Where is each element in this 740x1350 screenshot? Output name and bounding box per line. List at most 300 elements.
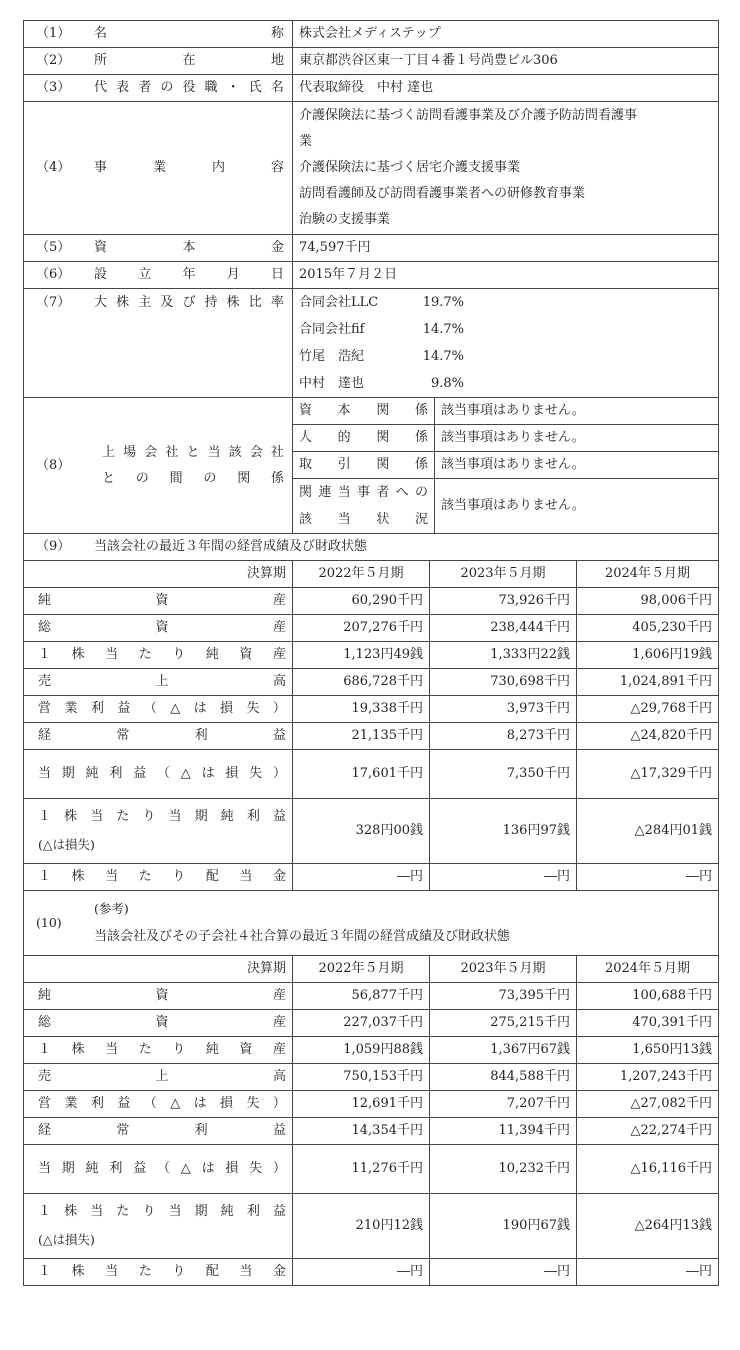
financial-value: 10,232千円 — [430, 1145, 577, 1194]
label-wrap — [30, 21, 286, 47]
label-char: １ — [38, 1042, 52, 1057]
relation-type-label — [299, 425, 428, 451]
label-char: 資 — [155, 1015, 169, 1030]
label-char: 関 — [376, 403, 390, 418]
section9-row — [24, 588, 719, 615]
shareholder — [299, 370, 712, 397]
financial-value: 1,123円49銭 — [293, 642, 430, 669]
label-char: 会 — [249, 444, 263, 460]
label-char: ） — [272, 1096, 286, 1111]
period-header: 2024年５月期 — [577, 956, 719, 983]
shareholder — [299, 316, 712, 343]
label-char: り — [172, 869, 186, 884]
label-char: 損 — [225, 766, 239, 781]
financial-label — [24, 1037, 293, 1064]
financial-label — [24, 983, 293, 1010]
label-char: 会 — [144, 444, 158, 460]
section9-row — [24, 696, 719, 723]
financial-value: 190円67銭 — [430, 1194, 577, 1259]
section10-row — [24, 1091, 719, 1118]
label-char: 設 — [94, 267, 108, 282]
label-text — [94, 21, 286, 47]
label-char: 利 — [246, 809, 260, 824]
period-header: 2024年５月期 — [577, 561, 719, 588]
shareholder-name: 中村 達也 — [299, 376, 365, 391]
label-char: 持 — [204, 295, 218, 310]
label-char: 在 — [182, 53, 196, 68]
label-char: 資 — [155, 620, 169, 635]
label-wrap — [30, 48, 286, 74]
label-char: 係 — [270, 470, 284, 486]
label-char: 経 — [38, 728, 52, 743]
label-char: 株 — [64, 809, 78, 824]
relation-label-line — [102, 440, 284, 466]
label-char: 当 — [105, 869, 119, 884]
label-char: １ — [38, 869, 52, 884]
financial-label — [24, 588, 293, 615]
label-char: １ — [38, 1264, 52, 1279]
label-char: 株 — [71, 869, 85, 884]
financial-label — [24, 1064, 293, 1091]
label-char: 営 — [38, 1096, 52, 1111]
label-char: １ — [38, 647, 52, 662]
financial-value: △24,820千円 — [577, 723, 719, 750]
label-char: 当 — [207, 444, 221, 460]
item-index: （1） — [36, 26, 71, 41]
label-char: （ — [143, 1096, 157, 1111]
section10-row — [24, 983, 719, 1010]
label-char: 利 — [194, 1123, 208, 1138]
financial-value: ―円 — [577, 1259, 719, 1286]
label-char: と — [186, 444, 200, 460]
business-line: 介護保険法に基づく居宅介護支援事業 — [299, 160, 521, 175]
section10-title — [24, 891, 719, 956]
label-text — [94, 75, 286, 101]
financial-value: 210円12銭 — [293, 1194, 430, 1259]
label-char: 株 — [64, 1204, 78, 1219]
financial-label — [24, 1091, 293, 1118]
financial-value: △16,116千円 — [577, 1145, 719, 1194]
label-char: 当 — [168, 809, 182, 824]
label-char: 株 — [71, 647, 85, 662]
financial-label — [24, 1118, 293, 1145]
financial-value: 686,728千円 — [293, 669, 430, 696]
label-char: 職 — [204, 80, 218, 95]
section10-row — [24, 1037, 719, 1064]
label-char: 日 — [270, 267, 284, 282]
company-row — [24, 21, 719, 48]
label-char: 当 — [239, 869, 253, 884]
financial-value: △22,274千円 — [577, 1118, 719, 1145]
shareholder-name: 合同会社LLC — [299, 295, 379, 310]
label-char: 配 — [205, 869, 219, 884]
financial-value: 19,338千円 — [293, 696, 430, 723]
financial-value: △284円01銭 — [577, 799, 719, 864]
label-wrap — [30, 155, 286, 181]
financial-value: 7,350千円 — [430, 750, 577, 799]
financial-label-text — [38, 1156, 286, 1182]
label-char: 況 — [414, 512, 428, 527]
label-char: 産 — [272, 593, 286, 608]
financial-value: 7,207千円 — [430, 1091, 577, 1118]
relation-label-text — [94, 440, 286, 492]
label-char: 売 — [38, 674, 52, 689]
financial-label — [24, 642, 293, 669]
label-char: △ — [170, 1096, 181, 1111]
label-char: 及 — [160, 295, 174, 310]
reference-note: (参考) — [94, 901, 129, 916]
financial-value: 405,230千円 — [577, 615, 719, 642]
label-char: 産 — [272, 1042, 286, 1057]
label-char: 経 — [38, 1123, 52, 1138]
row-value — [293, 102, 719, 235]
period-header-label: 決算期 — [24, 561, 293, 588]
label-char: 高 — [272, 1069, 286, 1084]
relation-type-label — [299, 479, 428, 506]
financial-value: △27,082千円 — [577, 1091, 719, 1118]
label-char: 本 — [337, 403, 351, 418]
financial-label — [24, 1145, 293, 1194]
label-char: 表 — [116, 80, 130, 95]
financial-label — [24, 1010, 293, 1037]
label-char: 上 — [155, 1069, 169, 1084]
label-text — [94, 262, 286, 288]
financial-label-text — [38, 761, 286, 787]
label-char: 社 — [270, 444, 284, 460]
financial-label — [24, 615, 293, 642]
section9-row — [24, 799, 719, 864]
label-char: た — [138, 869, 152, 884]
financial-label-text — [38, 1118, 286, 1144]
label-char: 本 — [182, 240, 196, 255]
label-char: 業 — [152, 160, 166, 175]
label-char: 資 — [155, 988, 169, 1003]
label-char: 益 — [272, 1204, 286, 1219]
row-value — [293, 289, 719, 398]
label-char: 産 — [272, 647, 286, 662]
financial-value: 21,135千円 — [293, 723, 430, 750]
financial-value: △29,768千円 — [577, 696, 719, 723]
label-char: 当 — [38, 1161, 52, 1176]
label-char: 株 — [71, 1042, 85, 1057]
relation-type — [293, 452, 435, 479]
label-char: 該 — [299, 512, 313, 527]
label-char: 産 — [272, 1015, 286, 1030]
label-char: △ — [170, 701, 181, 716]
financial-value: ―円 — [577, 864, 719, 891]
financial-value: 17,601千円 — [293, 750, 430, 799]
label-char: の — [160, 80, 174, 95]
item-index: （2） — [36, 53, 71, 68]
section10-row — [24, 1145, 719, 1194]
title-wrap — [30, 895, 712, 951]
section9-row — [24, 669, 719, 696]
financial-value: △264円13銭 — [577, 1194, 719, 1259]
label-char: 高 — [272, 674, 286, 689]
section9-row — [24, 750, 719, 799]
label-char: ） — [272, 766, 286, 781]
relation-value: 該当事項はありません。 — [435, 479, 719, 534]
label-char: 資 — [94, 240, 108, 255]
label-char: 株 — [116, 295, 130, 310]
financial-value: 238,444千円 — [430, 615, 577, 642]
label-char: ） — [272, 1161, 286, 1176]
label-char: 損 — [225, 1161, 239, 1176]
label-char: 益 — [133, 1161, 147, 1176]
label-char: 当 — [337, 485, 351, 500]
company-overview-table — [23, 20, 719, 1286]
section9-row — [24, 864, 719, 891]
financial-label — [24, 669, 293, 696]
relation-type — [293, 425, 435, 452]
label-char: 上 — [155, 674, 169, 689]
shareholder-name: 合同会社fif — [299, 322, 365, 337]
financial-value: 73,926千円 — [430, 588, 577, 615]
label-char: 期 — [61, 766, 75, 781]
label-char: 純 — [38, 593, 52, 608]
label-char: △ — [180, 1161, 191, 1176]
label-char: 業 — [64, 1096, 78, 1111]
section10-header-row — [24, 956, 719, 983]
label-char: 営 — [38, 701, 52, 716]
row-value: 代表取締役 中村 達也 — [293, 75, 719, 102]
financial-value: 1,333円22銭 — [430, 642, 577, 669]
financial-value: 100,688千円 — [577, 983, 719, 1010]
period-header: 2022年５月期 — [293, 561, 430, 588]
label-wrap — [30, 440, 286, 492]
section10-row — [24, 1064, 719, 1091]
label-char: 役 — [182, 80, 196, 95]
label-char: 関 — [237, 470, 251, 486]
shareholder — [299, 289, 712, 316]
financial-value: ―円 — [430, 864, 577, 891]
financial-label — [24, 799, 293, 864]
row-value: 2015年７月２日 — [293, 262, 719, 289]
row-label — [24, 289, 293, 398]
label-char: 金 — [270, 240, 284, 255]
label-char: 資 — [299, 403, 313, 418]
label-char: ） — [272, 701, 286, 716]
row-label — [24, 75, 293, 102]
section10-row — [24, 1194, 719, 1259]
relation-label-line — [102, 466, 284, 492]
label-char: 益 — [272, 728, 286, 743]
business-line: 業 — [299, 134, 313, 149]
label-char: 的 — [337, 430, 351, 445]
financial-label — [24, 1259, 293, 1286]
label-char: 利 — [109, 766, 123, 781]
label-char: り — [172, 647, 186, 662]
business-line: 介護保険法に基づく訪問看護事業及び介護予防訪問看護事 — [299, 108, 638, 123]
label-char: 配 — [205, 1264, 219, 1279]
label-char: 純 — [205, 1042, 219, 1057]
company-row — [24, 75, 719, 102]
section9-header-row — [24, 561, 719, 588]
label-char: 代 — [94, 80, 108, 95]
label-char: 産 — [272, 988, 286, 1003]
label-char: １ — [38, 809, 52, 824]
financial-label — [24, 1194, 293, 1259]
label-char: １ — [38, 1204, 52, 1219]
period-header: 2023年５月期 — [430, 561, 577, 588]
financial-value: 1,059円88銭 — [293, 1037, 430, 1064]
label-char: 取 — [299, 457, 313, 472]
financial-label — [24, 723, 293, 750]
label-char: 上 — [102, 444, 116, 460]
label-char: 月 — [226, 267, 240, 282]
financial-value: ―円 — [293, 864, 430, 891]
label-char: △ — [180, 766, 191, 781]
item-index: （4） — [36, 160, 71, 175]
financial-value: 12,691千円 — [293, 1091, 430, 1118]
financial-value: △17,329千円 — [577, 750, 719, 799]
label-text — [94, 235, 286, 261]
label-char: 当 — [105, 1042, 119, 1057]
financial-value: 844,588千円 — [430, 1064, 577, 1091]
label-wrap — [30, 289, 286, 316]
business-line: 治験の支援事業 — [299, 212, 391, 227]
label-char: 益 — [117, 701, 131, 716]
label-char: た — [138, 1042, 152, 1057]
label-char: 資 — [239, 1042, 253, 1057]
financial-label-text — [38, 723, 286, 749]
shareholder-ratio: 14.7% — [422, 349, 464, 364]
relation-type-label — [299, 452, 428, 478]
label-char: り — [172, 1042, 186, 1057]
financial-value: 1,606円19銭 — [577, 642, 719, 669]
shareholder-ratio: 19.7% — [422, 295, 464, 310]
label-char: の — [135, 470, 149, 486]
financial-label-note: (△は損失) — [38, 837, 95, 852]
section10-row — [24, 1118, 719, 1145]
section10-row — [24, 1259, 719, 1286]
financial-value: 328円00銭 — [293, 799, 430, 864]
label-wrap — [30, 75, 286, 101]
label-char: た — [138, 647, 152, 662]
label-char: 当 — [38, 766, 52, 781]
label-char: は — [193, 701, 207, 716]
label-char: 者 — [376, 485, 390, 500]
label-char: の — [203, 470, 217, 486]
label-char: 係 — [414, 430, 428, 445]
financial-value: 1,650円13銭 — [577, 1037, 719, 1064]
label-char: た — [138, 1264, 152, 1279]
financial-value: 207,276千円 — [293, 615, 430, 642]
shareholder-name: 竹尾 浩紀 — [299, 349, 365, 364]
financial-label — [24, 864, 293, 891]
label-char: 利 — [109, 1161, 123, 1176]
label-char: 損 — [220, 701, 234, 716]
label-char: （ — [156, 766, 170, 781]
financial-value: 1,367円67銭 — [430, 1037, 577, 1064]
label-char: 利 — [194, 728, 208, 743]
label-char: 所 — [94, 53, 108, 68]
label-char: り — [142, 809, 156, 824]
label-char: 係 — [414, 457, 428, 472]
label-char: 業 — [64, 701, 78, 716]
label-char: 純 — [220, 809, 234, 824]
label-char: 総 — [38, 1015, 52, 1030]
label-char: 金 — [272, 1264, 286, 1279]
financial-value: 470,391千円 — [577, 1010, 719, 1037]
label-char: 常 — [116, 728, 130, 743]
label-char: 事 — [94, 160, 108, 175]
item-index: （9） — [36, 539, 71, 554]
financial-value: 1,024,891千円 — [577, 669, 719, 696]
label-char: 年 — [182, 267, 196, 282]
label-char: 売 — [38, 1069, 52, 1084]
label-char: 内 — [211, 160, 225, 175]
shareholder — [299, 343, 712, 370]
shareholder-ratio: 14.7% — [422, 322, 464, 337]
relation-type — [293, 398, 435, 425]
financial-value: 73,395千円 — [430, 983, 577, 1010]
item-index: (10) — [36, 915, 62, 930]
relation-value: 該当事項はありません。 — [435, 452, 719, 479]
relation-row — [24, 398, 719, 425]
label-char: 当 — [90, 1204, 104, 1219]
label-char: 主 — [138, 295, 152, 310]
financial-value: 14,354千円 — [293, 1118, 430, 1145]
period-header: 2023年５月期 — [430, 956, 577, 983]
label-char: 氏 — [248, 80, 262, 95]
label-text — [94, 48, 286, 74]
financial-label-text — [38, 1198, 286, 1226]
financial-value: ―円 — [430, 1259, 577, 1286]
financial-value: 98,006千円 — [577, 588, 719, 615]
financial-value: 11,276千円 — [293, 1145, 430, 1194]
label-char: 引 — [337, 457, 351, 472]
label-char: 失 — [249, 766, 263, 781]
section10-row — [24, 1010, 719, 1037]
label-char: 者 — [138, 80, 152, 95]
financial-value: 11,394千円 — [430, 1118, 577, 1145]
label-char: 称 — [270, 26, 284, 41]
label-char: 率 — [270, 295, 284, 310]
financial-value: 227,037千円 — [293, 1010, 430, 1037]
label-wrap — [30, 235, 286, 261]
financial-label-text — [38, 1259, 286, 1285]
label-char: 株 — [226, 295, 240, 310]
item-index: （5） — [36, 240, 71, 255]
label-char: 失 — [249, 1161, 263, 1176]
financial-value: 730,698千円 — [430, 669, 577, 696]
label-char: 当 — [90, 809, 104, 824]
financial-value: 750,153千円 — [293, 1064, 430, 1091]
financial-value: 136円97銭 — [430, 799, 577, 864]
label-char: 人 — [299, 430, 313, 445]
label-char: 関 — [299, 485, 313, 500]
financial-label-note: (△は損失) — [38, 1232, 95, 1247]
financial-value: 56,877千円 — [293, 983, 430, 1010]
label-char: 連 — [318, 485, 332, 500]
relation-type-label — [299, 506, 428, 533]
financial-label-text — [38, 1010, 286, 1036]
financial-label-text — [38, 1091, 286, 1117]
label-char: び — [182, 295, 196, 310]
financial-label-text — [38, 696, 286, 722]
financial-value: 60,290千円 — [293, 588, 430, 615]
section-title: 当該会社の最近３年間の経営成績及び財政状態 — [94, 539, 368, 554]
label-char: 利 — [90, 701, 104, 716]
label-char: 金 — [272, 869, 286, 884]
item-index: （3） — [36, 80, 71, 95]
financial-label-text — [38, 615, 286, 641]
label-char: 立 — [138, 267, 152, 282]
row-value: 74,597千円 — [293, 235, 719, 262]
label-char: た — [116, 1204, 130, 1219]
label-char: へ — [395, 485, 409, 500]
